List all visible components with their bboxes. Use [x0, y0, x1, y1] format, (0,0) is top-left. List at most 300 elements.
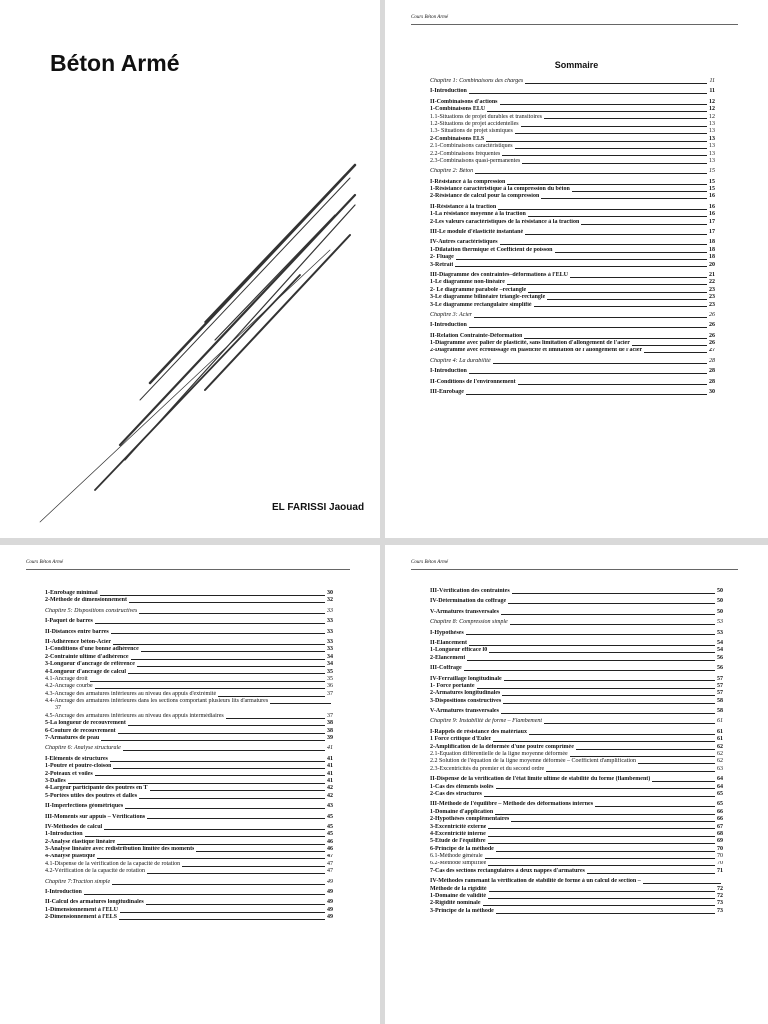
toc-entry-page: 57: [717, 675, 723, 682]
toc-entry-title: 4-Longueur d'ancrage de calcul: [45, 668, 127, 675]
deco-line: [205, 235, 350, 390]
toc-entry[interactable]: [430, 683, 723, 690]
toc-entry[interactable]: [430, 348, 715, 355]
toc-leader: [90, 681, 325, 682]
toc-entry-title: 2-Rigidité nominale: [430, 900, 481, 907]
toc-entry-page: 23: [709, 301, 715, 308]
toc-entry[interactable]: [430, 136, 715, 143]
toc-leader: [638, 763, 715, 764]
toc-entry-page: 71: [717, 867, 723, 874]
toc-entry[interactable]: [430, 312, 715, 319]
toc-entry[interactable]: [45, 713, 333, 720]
toc-entry[interactable]: [45, 654, 333, 661]
toc-entry-page: 30: [327, 590, 333, 596]
toc-entry-title: 4.1-Dispense de la vérification de la capacité de rotation: [45, 860, 181, 867]
toc-entry-title: 1-Conditions d'une bonne adhérence: [45, 646, 139, 653]
toc-entry-page: 42: [327, 785, 333, 792]
toc-leader: [529, 734, 715, 735]
deco-line: [40, 250, 330, 522]
toc-entry[interactable]: [45, 854, 333, 861]
toc-leader: [487, 111, 707, 112]
toc-entry-page: 23: [709, 294, 715, 301]
toc-entry-page: 26: [709, 311, 715, 318]
toc-entry-title: II-Imperfections géométriques: [45, 803, 124, 810]
toc-entry[interactable]: [430, 254, 715, 261]
toc-entry[interactable]: [45, 691, 333, 698]
toc-entry[interactable]: [430, 698, 723, 705]
toc-entry[interactable]: [430, 908, 723, 915]
toc-entry-title: Chapitre 7:Traction simple: [45, 878, 111, 885]
toc-entry[interactable]: [430, 598, 723, 605]
toc-leader: [534, 306, 707, 307]
toc-entry[interactable]: [430, 219, 715, 226]
toc-entry[interactable]: [45, 861, 333, 868]
toc-entry[interactable]: [45, 889, 333, 896]
toc-entry-page: 47: [327, 860, 333, 867]
toc-entry-title: 1-Dilatation thermique et Coefficient de poisson: [430, 246, 553, 253]
toc-entry[interactable]: [430, 106, 715, 113]
toc-entry-title: 1-Poutre et poutre-cloison: [45, 763, 112, 770]
toc-leader: [125, 808, 325, 809]
toc-entry-title: 1 Force critique d'Euler: [430, 736, 492, 743]
deco-line: [140, 178, 350, 400]
toc-entry-title: 2-Combinaisons ELS: [430, 135, 485, 142]
toc-entry[interactable]: [45, 839, 333, 846]
toc-entry-page: 45: [327, 823, 333, 830]
toc-entry-title: 3-Excentricité externe: [430, 823, 487, 830]
toc-leader: [466, 394, 707, 395]
toc-page-3: [385, 545, 768, 1024]
toc-entry[interactable]: [430, 389, 715, 396]
toc-entry[interactable]: [45, 745, 333, 752]
toc-entry[interactable]: [430, 193, 715, 200]
toc-entry-title: II-Résistance à la traction: [430, 203, 497, 210]
toc-entry[interactable]: [430, 758, 723, 765]
toc-leader: [500, 104, 707, 105]
toc-entry-title: 3-Analyse linéaire avec redistribution limitée des moments: [45, 846, 195, 853]
toc-entry-page: 66: [717, 816, 723, 823]
toc-entry[interactable]: [430, 379, 715, 386]
toc-entry-page: 73: [717, 907, 723, 914]
toc-leader: [512, 593, 715, 594]
toc-entry[interactable]: [430, 766, 723, 773]
toc-entry-page: 70: [717, 860, 723, 867]
toc-entry-title: I-Introduction: [430, 88, 467, 95]
toc-entry-title: 1-Domaine d'application: [430, 808, 494, 815]
toc-entry-title: 37: [55, 705, 61, 712]
toc-entry[interactable]: [430, 665, 723, 672]
toc-entry[interactable]: [430, 676, 723, 683]
toc-leader: [515, 133, 707, 134]
toc-entry-title: 1-Résistance caractéristique à la compression du béton: [430, 186, 570, 193]
toc-entry-page: 53: [717, 629, 723, 636]
page-header: Cours Béton Armé: [411, 559, 738, 570]
toc-entry[interactable]: [430, 861, 723, 868]
toc-leader: [475, 173, 707, 174]
toc-entry[interactable]: [430, 647, 723, 654]
toc-leader: [541, 198, 707, 199]
toc-leader: [118, 733, 325, 734]
toc-page-1: [385, 0, 768, 538]
toc-entry[interactable]: [430, 868, 723, 875]
toc-leader: [501, 614, 715, 615]
toc-entry-title: II-Elancement: [430, 639, 467, 646]
toc-entry[interactable]: [45, 824, 333, 831]
toc-entry[interactable]: [430, 893, 723, 900]
toc-entry-page: 21: [709, 271, 715, 278]
toc-entry-page: 64: [717, 776, 723, 783]
toc-entry-title: 1-Introduction: [45, 831, 83, 838]
toc-entry[interactable]: [45, 771, 333, 778]
toc-entry[interactable]: [45, 914, 333, 921]
toc-leader: [570, 277, 707, 278]
toc-entry[interactable]: [430, 88, 715, 95]
toc-entry-title: 7-Armatures de peau: [45, 735, 100, 742]
toc-entry-page: 58: [717, 708, 723, 715]
toc-entry[interactable]: [430, 736, 723, 743]
toc-entry-title: 3-Longueur d'ancrage de référence: [45, 661, 135, 668]
toc-entry-title: 2.2-Combinaisons fréquentes: [430, 150, 501, 157]
toc-entry[interactable]: [430, 655, 723, 662]
toc-entry[interactable]: [45, 803, 333, 810]
toc-entry-title: Chapitre 5: Dispositions constructives: [45, 607, 138, 614]
toc-entry[interactable]: [45, 831, 333, 838]
toc-leader: [507, 284, 707, 285]
toc-entry-page: 32: [327, 597, 333, 604]
toc-entry-page: 18: [709, 239, 715, 246]
toc-entry-title: I-Résistance à la compression: [430, 178, 506, 185]
toc-leader: [95, 688, 325, 689]
toc-entry[interactable]: [430, 211, 715, 218]
toc-leader: [644, 352, 707, 353]
toc-entry[interactable]: [45, 793, 333, 800]
toc-entry[interactable]: [430, 287, 715, 294]
toc-leader: [226, 718, 325, 719]
toc-entry-title: III-Vérification des contraintes: [430, 588, 510, 594]
toc-entry-page: 33: [327, 638, 333, 645]
toc-entry-title: I-Introduction: [45, 889, 82, 896]
toc-leader: [100, 595, 325, 596]
toc-leader: [84, 894, 325, 895]
toc-entry-title: 2-Hypothèses complémentaires: [430, 816, 510, 823]
toc-entry-title: III-Moments sur appuis – Vérifications: [45, 813, 146, 820]
toc-entry-title: II-Dispense de la vérification de l'état limite ultime de stabilité du forme (flambement): [430, 776, 651, 783]
toc-leader: [123, 750, 325, 751]
toc-entry-title: 2.1-Equation différentielle de la ligne moyenne déformée: [430, 751, 568, 758]
toc-entry-page: 50: [717, 608, 723, 615]
toc-entry-title: IV-Ferraillage longitudinale: [430, 675, 502, 682]
toc-leader: [119, 919, 325, 920]
toc-leader: [469, 327, 707, 328]
toc-entry-title: 3-Retrait: [430, 261, 454, 268]
toc-entry[interactable]: [430, 619, 723, 626]
toc-entry[interactable]: [430, 151, 715, 158]
toc-entry[interactable]: [430, 204, 715, 211]
toc-entry-title: 5-Portées utiles des poutres et dalles: [45, 792, 138, 799]
toc-entry-page: 12: [709, 106, 715, 113]
toc-entry[interactable]: [45, 646, 333, 653]
toc-leader: [486, 141, 707, 142]
toc-entry[interactable]: [430, 272, 715, 279]
toc-entry-title: IV-Détermination du coffrage: [430, 598, 507, 605]
toc-entry[interactable]: [45, 907, 333, 914]
toc-entry[interactable]: [430, 784, 723, 791]
toc-entry-title: IV-Méthodes ramenant la vérification de stabilité de forme à un calcul de section –: [430, 878, 641, 885]
toc-leader: [521, 126, 707, 127]
toc-entry[interactable]: [430, 886, 723, 893]
toc-entry[interactable]: [430, 143, 715, 150]
toc-entry[interactable]: [430, 744, 723, 751]
toc-entry-page: 13: [709, 157, 715, 164]
decorative-lines: [0, 0, 380, 538]
toc-entry-title: 3-Principe de la méthode: [430, 907, 494, 914]
toc-entry-title: 2-Cas des structures: [430, 790, 482, 797]
toc-entry[interactable]: [430, 816, 723, 823]
toc-entry-title: 2.3-Combinaisons quasi-permanentes: [430, 157, 521, 164]
toc-entry[interactable]: [430, 262, 715, 269]
toc-entry[interactable]: [430, 239, 715, 246]
toc-list: [45, 590, 333, 922]
toc-leader: [544, 723, 715, 724]
toc-entry-title: 2-Armatures longitudinales: [430, 690, 501, 697]
toc-entry-page: 30: [709, 389, 715, 396]
toc-leader: [455, 266, 707, 267]
toc-entry[interactable]: [430, 801, 723, 808]
toc-entry-title: IV-Autres caractéristiques: [430, 239, 498, 246]
toc-entry-title: III-Diagramme des contraintes–déformations à l'ELU: [430, 271, 568, 278]
toc-entry-title: 5-Étude de l'équilibre: [430, 838, 486, 845]
toc-entry-title: 2- Le diagramme parabole –rectangle: [430, 286, 527, 293]
toc-entry[interactable]: [430, 279, 715, 286]
toc-entry-page: 57: [717, 682, 723, 689]
toc-entry-title: 2.2 Solution de l'équation de la ligne moyenne déformée – Coefficient d'amplification: [430, 758, 636, 765]
toc-entry-title: Chapitre 3: Acier: [430, 311, 472, 318]
toc-entry[interactable]: [430, 776, 723, 783]
toc-entry-page: 45: [327, 831, 333, 838]
toc-entry[interactable]: [430, 179, 715, 186]
toc-entry-page: 13: [709, 143, 715, 150]
toc-entry-page: 13: [709, 135, 715, 142]
toc-entry[interactable]: [45, 597, 333, 604]
toc-entry[interactable]: [430, 333, 715, 340]
toc-entry-page: 41: [327, 777, 333, 784]
toc-leader: [510, 624, 715, 625]
toc-entry-title: 1- Force portante: [430, 682, 475, 689]
toc-entry[interactable]: [430, 121, 715, 128]
toc-entry-page: 62: [717, 751, 723, 758]
toc-entry-page: 46: [327, 838, 333, 845]
toc-entry-page: 43: [327, 803, 333, 810]
toc-entry[interactable]: [430, 900, 723, 907]
toc-entry[interactable]: [430, 640, 723, 647]
toc-entry[interactable]: [430, 609, 723, 616]
toc-entry[interactable]: [45, 705, 333, 712]
toc-entry[interactable]: [430, 853, 723, 860]
toc-entry[interactable]: [430, 368, 715, 375]
toc-entry[interactable]: [430, 824, 723, 831]
toc-entry-page: 62: [717, 758, 723, 765]
toc-entry-page: 49: [327, 899, 333, 906]
toc-entry-title: III-Coffrage: [430, 665, 462, 672]
toc-leader: [511, 821, 715, 822]
toc-entry[interactable]: [45, 756, 333, 763]
toc-entry[interactable]: [45, 778, 333, 785]
toc-leader: [555, 252, 708, 253]
toc-entry-title: 2-Amplification de la déformée d'une poutre comprimée: [430, 743, 574, 750]
toc-leader: [488, 836, 715, 837]
cover-title: Béton Armé: [50, 50, 180, 76]
toc-entry[interactable]: [45, 661, 333, 668]
toc-leader: [572, 191, 707, 192]
toc-entry[interactable]: [430, 729, 723, 736]
toc-entry-title: II-Combinaisons d'actions: [430, 98, 498, 105]
toc-entry[interactable]: [45, 814, 333, 821]
toc-entry[interactable]: [430, 99, 715, 106]
toc-entry[interactable]: [430, 708, 723, 715]
page-header: Cours Béton Armé: [26, 559, 350, 570]
toc-entry[interactable]: [430, 809, 723, 816]
toc-entry[interactable]: [45, 868, 333, 875]
toc-entry[interactable]: [430, 358, 715, 365]
toc-leader: [632, 345, 707, 346]
toc-leader: [493, 363, 707, 364]
toc-leader: [546, 771, 715, 772]
toc-entry[interactable]: [45, 846, 333, 853]
toc-entry-title: I-Eléments de structures: [45, 755, 108, 762]
toc-entry[interactable]: [430, 838, 723, 845]
toc-entry[interactable]: [430, 78, 715, 85]
toc-leader: [522, 163, 707, 164]
toc-entry-page: 45: [327, 813, 333, 820]
toc-entry[interactable]: [430, 831, 723, 838]
toc-entry-page: 70: [717, 845, 723, 852]
toc-list: [430, 75, 715, 396]
toc-entry-title: 1-Enrobage minimal: [45, 590, 98, 596]
toc-entry[interactable]: [45, 785, 333, 792]
toc-entry[interactable]: [430, 718, 723, 725]
toc-entry[interactable]: [430, 229, 715, 236]
toc-entry[interactable]: [430, 128, 715, 135]
toc-entry-page: 49: [327, 878, 333, 885]
toc-entry-page: 15: [709, 178, 715, 185]
toc-entry-page: 56: [717, 665, 723, 672]
toc-entry-page: 39: [327, 735, 333, 742]
toc-leader: [488, 898, 715, 899]
toc-entry[interactable]: [45, 879, 333, 886]
toc-entry-page: 50: [717, 598, 723, 605]
toc-entry-title: 2-Méthode de dimensionnement: [45, 597, 127, 604]
toc-entry[interactable]: [430, 294, 715, 301]
toc-entry[interactable]: [45, 676, 333, 683]
toc-entry-page: 63: [717, 765, 723, 772]
toc-entry-title: 4.2-Vérification de la capacité de rotation: [45, 868, 145, 875]
toc-entry[interactable]: [45, 763, 333, 770]
toc-leader: [518, 384, 707, 385]
toc-leader: [196, 851, 325, 852]
toc-entry-page: 16: [709, 211, 715, 218]
toc-entry-title: 2-Contrainte ultime d'adhérence: [45, 653, 129, 660]
toc-entry[interactable]: [45, 698, 333, 705]
toc-entry[interactable]: [430, 630, 723, 637]
toc-entry-title: 4.1-Ancrage droit: [45, 675, 88, 682]
toc-leader: [515, 148, 707, 149]
toc-entry[interactable]: [45, 728, 333, 735]
toc-entry-page: 35: [327, 675, 333, 682]
toc-leader: [464, 670, 715, 671]
toc-entry-title: III-Le module d'élasticité instantané: [430, 229, 524, 236]
toc-entry[interactable]: [45, 639, 333, 646]
toc-entry[interactable]: [430, 690, 723, 697]
toc-entry-title: 3-Le diagramme rectangulaire simplifié: [430, 301, 532, 308]
toc-entry[interactable]: [45, 899, 333, 906]
toc-entry[interactable]: [430, 168, 715, 175]
toc-entry[interactable]: [45, 590, 333, 597]
toc-entry-page: 33: [327, 618, 333, 625]
toc-entry-page: 34: [327, 661, 333, 668]
toc-entry-title: II-Distances entre barres: [45, 628, 109, 635]
toc-entry-title: 1-La résistance moyenne à la traction: [430, 211, 526, 218]
toc-leader: [111, 633, 325, 634]
toc-leader: [95, 775, 325, 776]
toc-leader: [104, 829, 325, 830]
toc-entry[interactable]: [430, 247, 715, 254]
toc-entry-page: 11: [709, 78, 715, 84]
toc-entry[interactable]: [430, 751, 723, 758]
toc-entry[interactable]: [430, 878, 723, 885]
toc-entry-title: 2- Fluage: [430, 254, 454, 261]
toc-leader: [483, 905, 716, 906]
toc-entry[interactable]: [430, 158, 715, 165]
toc-entry[interactable]: [45, 683, 333, 690]
toc-leader: [502, 155, 707, 156]
toc-entry-page: 33: [327, 607, 333, 614]
toc-entry-page: 15: [709, 186, 715, 193]
toc-entry[interactable]: [430, 322, 715, 329]
toc-entry-page: 27: [709, 347, 715, 354]
toc-leader: [488, 865, 715, 866]
toc-entry-page: 13: [709, 120, 715, 127]
toc-entry[interactable]: [430, 114, 715, 121]
toc-entry[interactable]: [45, 735, 333, 742]
toc-entry[interactable]: [430, 846, 723, 853]
toc-entry[interactable]: [430, 588, 723, 595]
toc-entry-title: 6-Couture de recouvrement: [45, 727, 116, 734]
toc-leader: [595, 806, 715, 807]
toc-entry[interactable]: [430, 302, 715, 309]
toc-entry-page: 66: [717, 808, 723, 815]
toc-leader: [139, 798, 325, 799]
toc-entry[interactable]: [430, 791, 723, 798]
toc-leader: [503, 703, 715, 704]
toc-entry-page: 18: [709, 246, 715, 253]
toc-entry[interactable]: [430, 340, 715, 347]
toc-entry[interactable]: [45, 720, 333, 727]
toc-entry-page: 68: [717, 830, 723, 837]
toc-leader: [469, 373, 707, 374]
toc-leader: [528, 292, 707, 293]
toc-entry[interactable]: [45, 618, 333, 625]
toc-entry-page: 53: [717, 619, 723, 626]
toc-entry[interactable]: [45, 629, 333, 636]
toc-entry[interactable]: [430, 186, 715, 193]
toc-entry-title: II-Conditions de l'environnement: [430, 378, 516, 385]
toc-entry-page: 22: [709, 279, 715, 286]
toc-entry-page: 13: [709, 128, 715, 135]
toc-leader: [477, 688, 715, 689]
toc-entry[interactable]: [45, 608, 333, 615]
toc-entry[interactable]: [45, 669, 333, 676]
toc-leader: [466, 634, 715, 635]
